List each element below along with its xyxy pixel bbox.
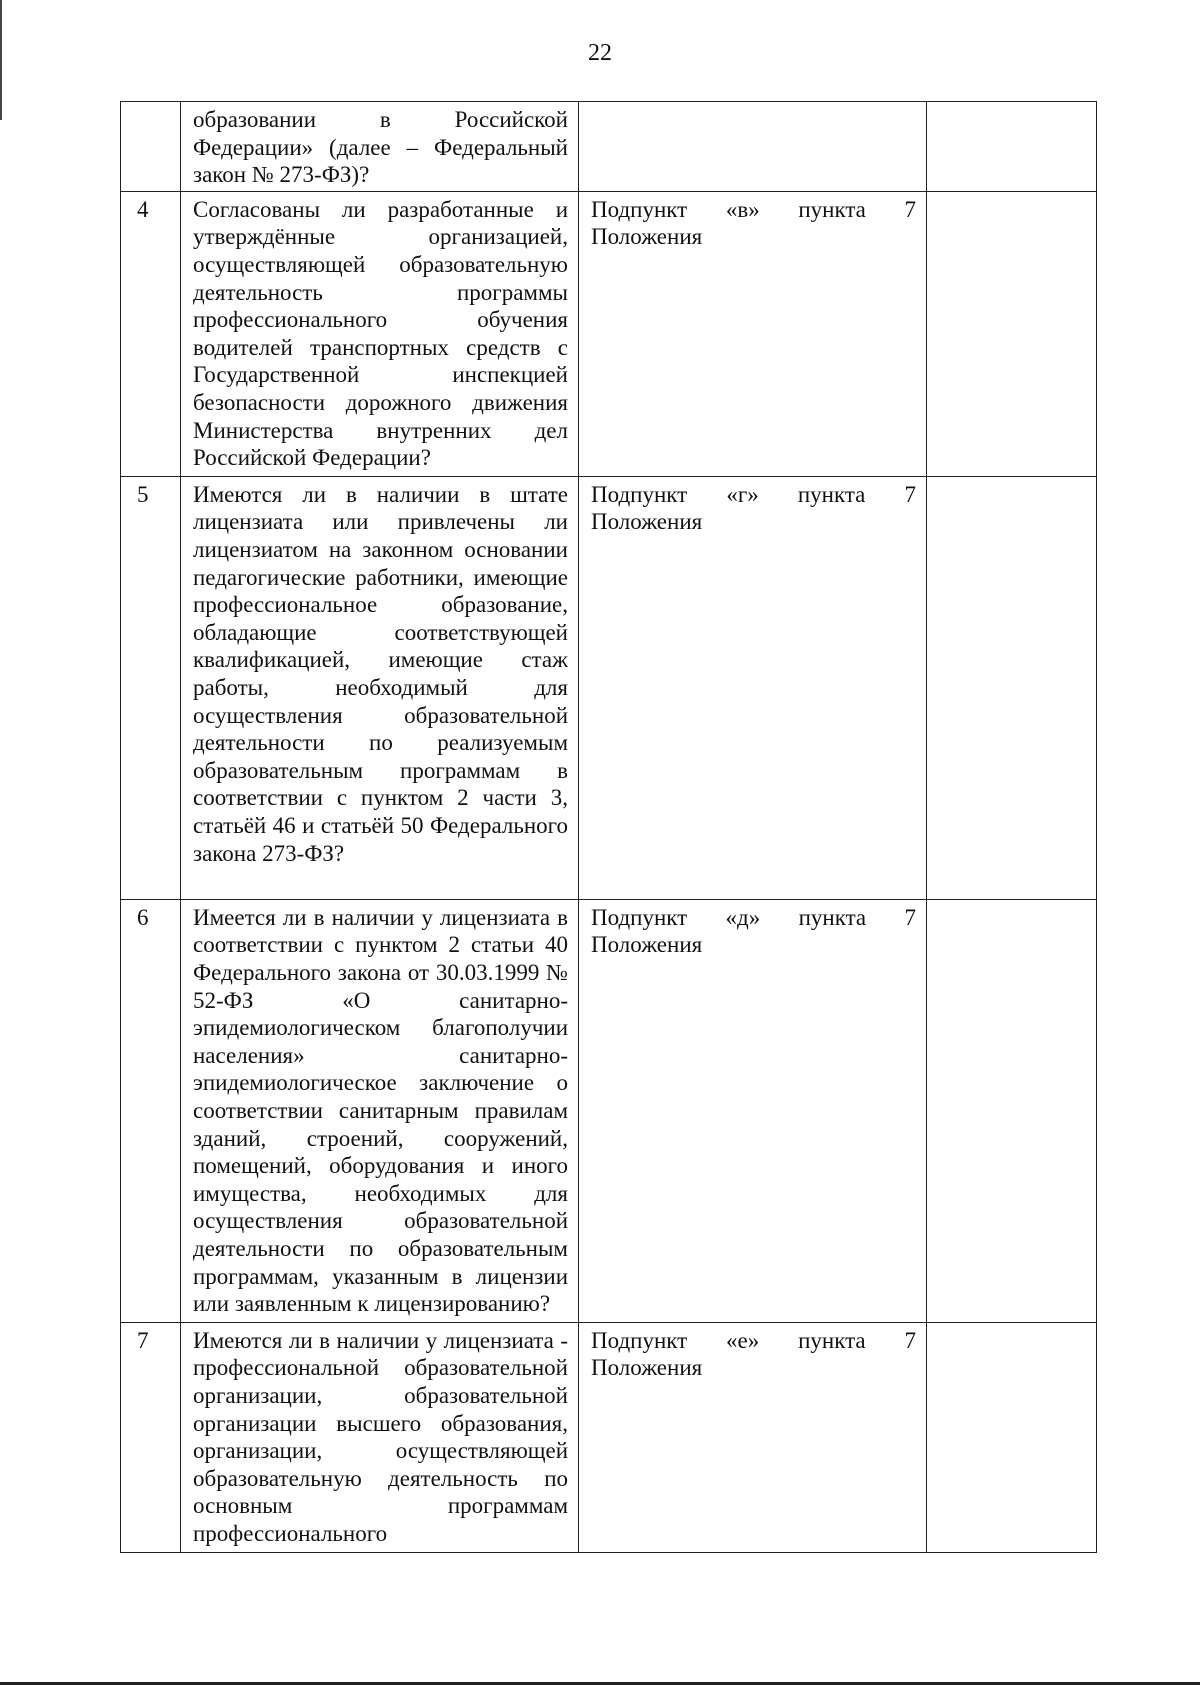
legal-reference: [579, 1322, 927, 1552]
ref-word: «е»: [726, 1327, 760, 1353]
ref-line-2: Положения: [591, 932, 703, 958]
notes-cell: [927, 1322, 1097, 1552]
notes-cell: [927, 476, 1097, 899]
requirements-table: [120, 101, 1097, 1553]
ref-word: 7: [904, 196, 916, 222]
ref-word: пункта: [798, 1327, 866, 1353]
table-row: [121, 899, 1097, 1322]
ref-line-2: Положения: [591, 1355, 703, 1381]
legal-reference: [579, 102, 927, 192]
question-text: Имеются ли в наличии у лицензиата - профессиональной образовательной организации, образовательной организации высшего образования, организации, осуществляющей образовательную деятельность по основным программам профессионального: [181, 1322, 579, 1552]
ref-word: Подпункт: [591, 481, 688, 507]
table-row: [121, 476, 1097, 899]
table-row: [121, 191, 1097, 476]
ref-word: 7: [904, 904, 916, 930]
ref-word: пункта: [797, 481, 866, 507]
row-number: 7: [121, 1322, 181, 1552]
ref-word: пункта: [798, 904, 867, 930]
ref-word: Подпункт: [591, 196, 688, 222]
question-text: Имеется ли в наличии у лицензиата в соответствии с пунктом 2 статьи 40 Федерального закона от 30.03.1999 № 52-ФЗ «О санитарно-эпидемиологическом благополучии населения» санитарно-эпидемиологическое заключение о соответствии санитарным правилам зданий, строений, сооружений, помещений, оборудования и иного имущества, необходимых для осуществления образовательной деятельности по образовательным программам, указанным в лицензии или заявленным к лицензированию?: [181, 899, 579, 1322]
page-number: 22: [588, 40, 612, 66]
ref-word: пункта: [798, 196, 866, 222]
ref-word: Подпункт: [591, 1327, 688, 1353]
ref-line-2: Положения: [591, 509, 703, 535]
table-row: [121, 102, 1097, 192]
ref-word: Подпункт: [591, 904, 688, 930]
legal-reference: [579, 899, 927, 1322]
table-row: [121, 1322, 1097, 1552]
ref-word: «д»: [725, 904, 761, 930]
question-text: Имеются ли в наличии в штате лицензиата или привлечены ли лицензиатом на законном основании педагогические работники, имеющие профессиональное образование, обладающие соответствующей квалификацией, имеющие стаж работы, необходимый для осуществления образовательной деятельности по реализуемым образовательным программам в соответствии с пунктом 2 части 3, статьёй 46 и статьёй 50 Федерального закона 273-ФЗ?: [181, 476, 579, 899]
ref-word: 7: [904, 1327, 916, 1353]
notes-cell: [927, 191, 1097, 476]
ref-word: «в»: [725, 196, 760, 222]
row-number: 4: [121, 191, 181, 476]
ref-word: «г»: [726, 481, 759, 507]
ref-line-2: Положения: [591, 224, 703, 250]
notes-cell: [927, 899, 1097, 1322]
legal-reference: [579, 191, 927, 476]
row-number: 5: [121, 476, 181, 899]
question-text: Согласованы ли разработанные и утверждённые организацией, осуществляющей образовательную деятельность программы профессионального обучения водителей транспортных средств с Государственной инспекцией безопасности дорожного движения Министерства внутренних дел Российской Федерации?: [181, 191, 579, 476]
ref-word: 7: [904, 481, 916, 507]
row-number: [121, 102, 181, 192]
question-text: образовании в Российской Федерации» (далее – Федеральный закон № 273-ФЗ)?: [181, 102, 579, 192]
row-number: 6: [121, 899, 181, 1322]
legal-reference: [579, 476, 927, 899]
notes-cell: [927, 102, 1097, 192]
